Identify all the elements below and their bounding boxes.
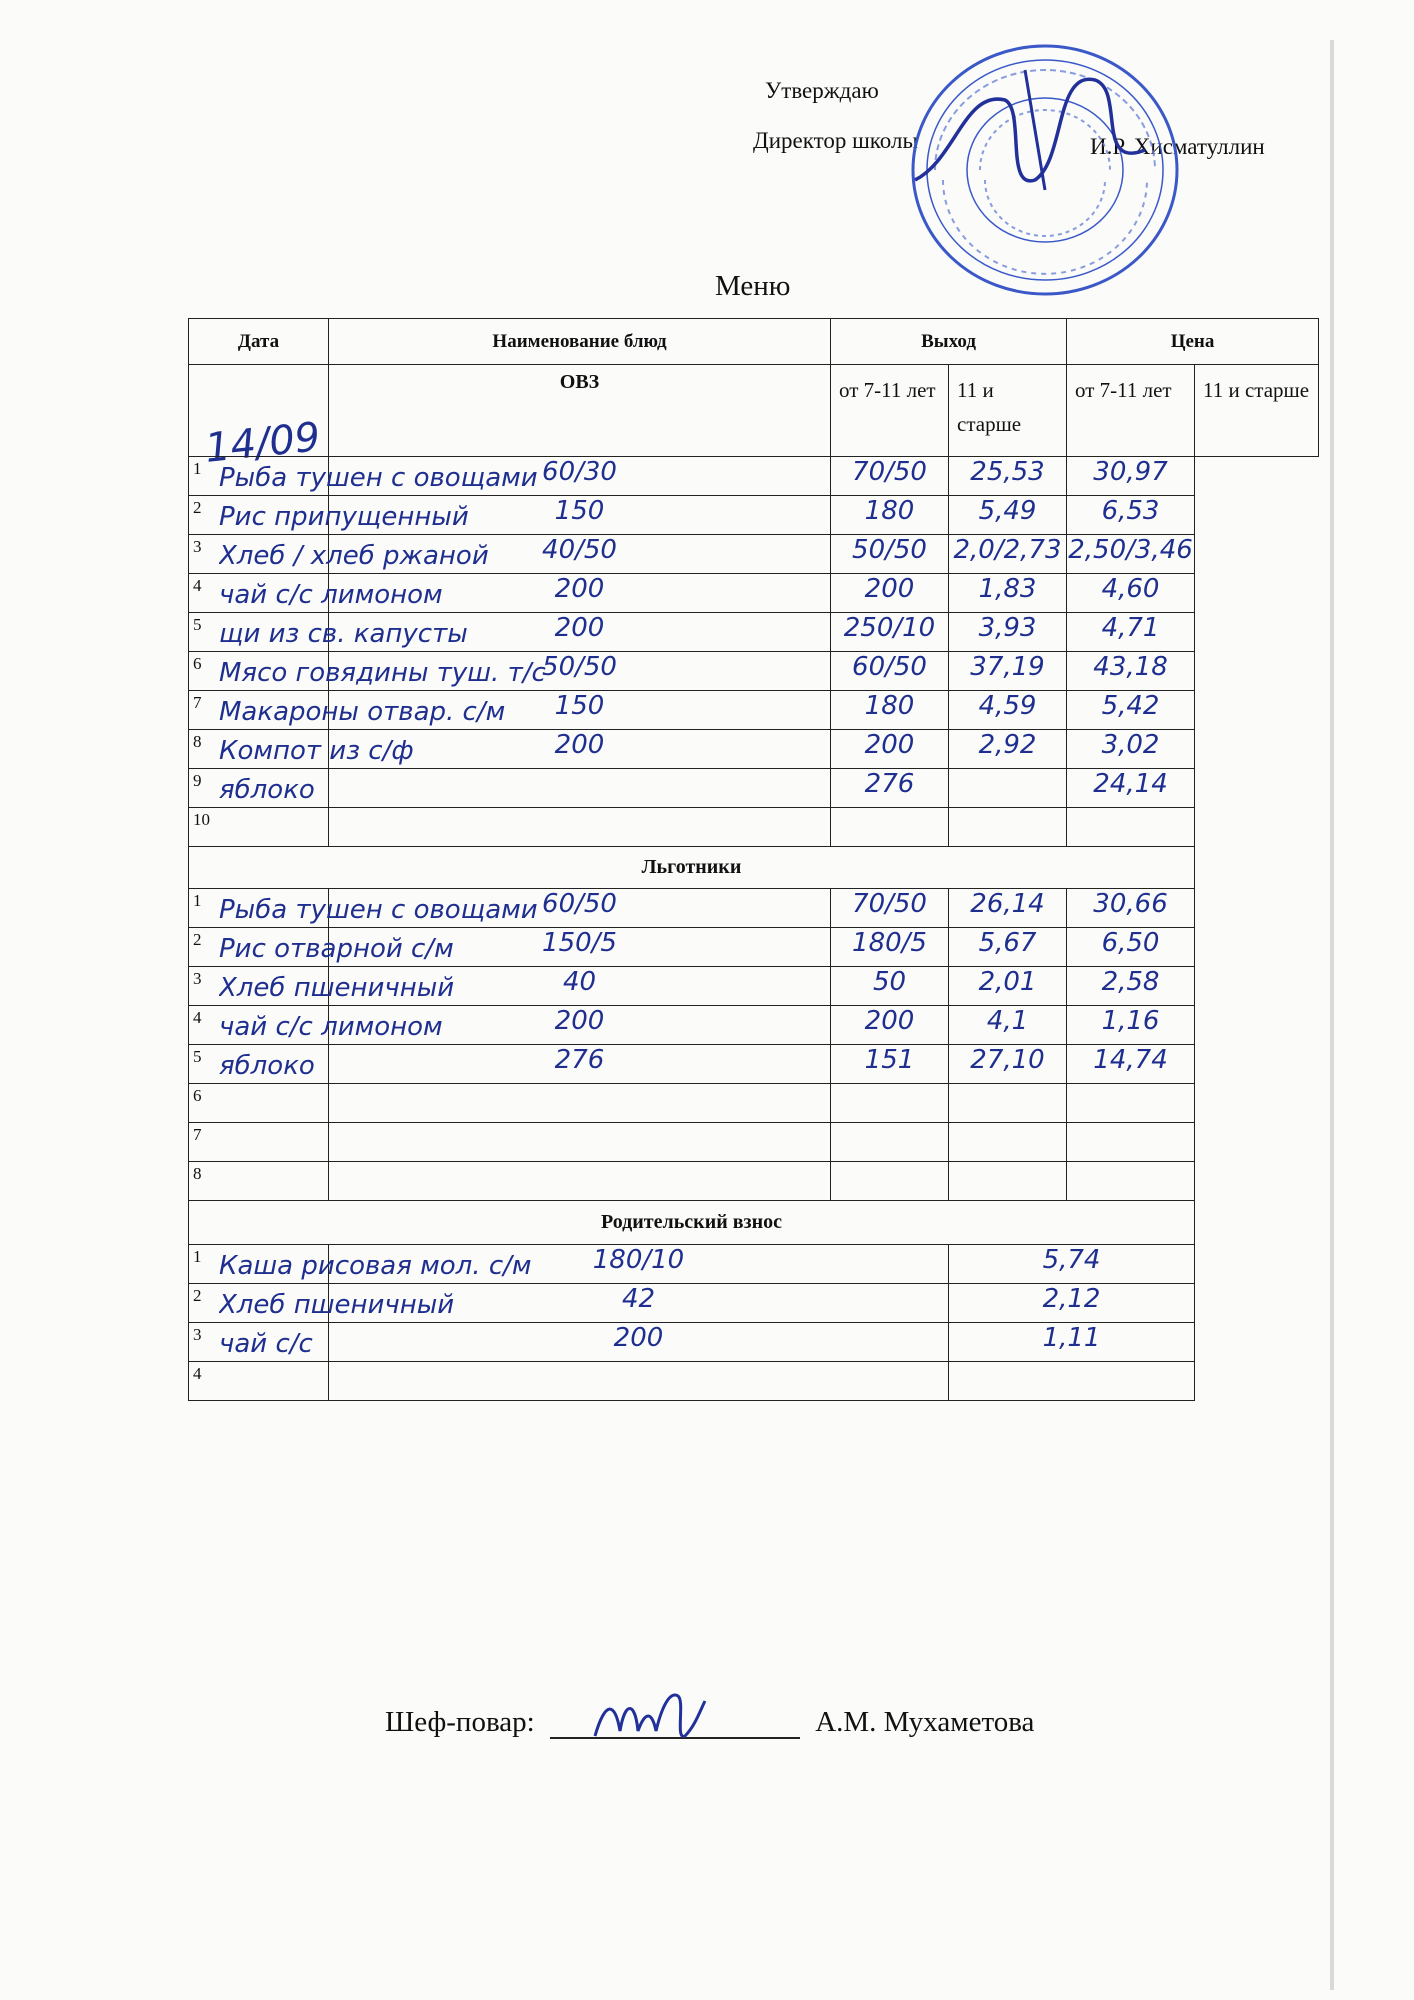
dish-name: яблоко: [219, 1051, 315, 1081]
price-age2: [1067, 1045, 1195, 1084]
price-value: [949, 1245, 1195, 1284]
table-row: [189, 1084, 1319, 1123]
section-title-lgotniki: Льготники: [189, 847, 1195, 889]
output-age2: [831, 652, 949, 691]
price-age1-value: 2,01: [978, 967, 1037, 997]
price-value-value: 2,12: [1042, 1284, 1101, 1314]
table-row: [189, 1006, 1319, 1045]
price-age1-value: 26,14: [970, 889, 1045, 919]
dish-cell: [189, 1284, 455, 1323]
dish-cell: [189, 457, 538, 496]
price-age2: [1067, 730, 1195, 769]
output-age2-value: 200: [864, 730, 915, 760]
table-row: [189, 1045, 1319, 1084]
price-age1: [949, 1006, 1067, 1045]
row-number: 2: [193, 930, 202, 949]
row-number: 7: [193, 1125, 202, 1144]
price-age1: [949, 730, 1067, 769]
table-row: [189, 457, 1319, 496]
price-age2: [1067, 457, 1195, 496]
price-age1-value: 37,19: [970, 652, 1045, 682]
output-age2: [831, 928, 949, 967]
output-age1-value: 40: [562, 967, 597, 997]
table-row: [189, 1123, 1319, 1162]
dish-cell: [189, 613, 468, 652]
price-age2: [1067, 535, 1195, 574]
price-age2-value: 43,18: [1093, 652, 1168, 682]
row-number: 5: [193, 1047, 202, 1066]
dish-cell: [189, 652, 546, 691]
table-row: [189, 1362, 1319, 1401]
page-title: Меню: [715, 270, 791, 302]
approval-line: Утверждаю: [765, 78, 879, 103]
row-number: 4: [193, 1008, 202, 1027]
table-row: [189, 967, 1319, 1006]
output-age1: [329, 808, 831, 847]
price-value: [949, 1284, 1195, 1323]
row-number: 7: [193, 693, 202, 712]
price-age2: [1067, 1162, 1195, 1201]
table-row: [189, 1323, 1319, 1362]
dish-cell: [189, 574, 443, 613]
output-age2-value: 50: [872, 967, 907, 997]
dish-cell: [189, 730, 414, 769]
output-age2-value: 60/50: [852, 652, 927, 682]
table-row: [189, 496, 1319, 535]
chef-name: А.М. Мухаметова: [815, 1706, 1035, 1738]
dish-cell: [189, 967, 455, 1006]
output-age2: [831, 613, 949, 652]
page-edge-shadow: [1330, 40, 1334, 1990]
price-age2-value: 5,42: [1101, 691, 1160, 721]
output-age2: [831, 1045, 949, 1084]
dish-name: Мясо говядины туш. т/с: [219, 658, 546, 688]
header-output: Выход: [831, 319, 1067, 365]
price-value-value: 5,74: [1042, 1245, 1101, 1275]
dish-name: Компот из с/ф: [219, 736, 414, 766]
dish-name: яблоко: [219, 775, 315, 805]
dish-cell: [189, 769, 329, 808]
price-age2-value: 14,74: [1093, 1045, 1168, 1075]
output-age2-value: 180: [864, 496, 915, 526]
output-age2: [831, 1006, 949, 1045]
price-age2: [1067, 691, 1195, 730]
output-age1-value: 200: [554, 1006, 605, 1036]
chef-signature-icon: [590, 1681, 710, 1751]
chef-label: Шеф-повар:: [385, 1706, 535, 1738]
price-age2: [1067, 967, 1195, 1006]
price-age2-value: 3,02: [1101, 730, 1160, 760]
price-age2-value: 6,53: [1101, 496, 1160, 526]
output-age2-value: 70/50: [852, 457, 927, 487]
chef-signature-line: [550, 1709, 800, 1739]
price-age1-value: 1,83: [978, 574, 1037, 604]
dish-cell: [189, 1362, 329, 1401]
price-age2-value: 30,97: [1093, 457, 1168, 487]
price-age2-value: 2,50/3,46: [1068, 535, 1193, 565]
price-age2-value: 1,16: [1101, 1006, 1160, 1036]
table-row: [189, 613, 1319, 652]
price-age2-value: 2,58: [1101, 967, 1160, 997]
output-age2-value: 250/10: [843, 613, 936, 643]
row-number: 6: [193, 1086, 202, 1105]
price-age2-value: 6,50: [1101, 928, 1160, 958]
dish-cell: [189, 535, 489, 574]
price-age1: [949, 1045, 1067, 1084]
output-age1-value: 60/30: [542, 457, 617, 487]
dish-cell: [189, 1006, 443, 1045]
output-age2-value: 276: [864, 769, 915, 799]
price-age1-value: 5,49: [978, 496, 1037, 526]
price-age1: [949, 889, 1067, 928]
output-age1: [329, 1084, 831, 1123]
price-age1: [949, 808, 1067, 847]
dish-cell: [189, 496, 469, 535]
bleed-through-mark: [200, 1620, 210, 1667]
dish-name: чай с/с лимоном: [219, 1012, 443, 1042]
price-age1-value: 4,1: [986, 1006, 1029, 1036]
price-age1: [949, 496, 1067, 535]
menu-table: [188, 318, 1319, 1401]
price-age2: [1067, 808, 1195, 847]
dish-name: чай с/с: [219, 1329, 313, 1359]
output-value: [329, 1323, 949, 1362]
output-age2-value: 180/5: [852, 928, 927, 958]
price-age2-value: 4,60: [1101, 574, 1160, 604]
chef-signature-block: [385, 1706, 1034, 1739]
price-age1-value: 27,10: [970, 1045, 1045, 1075]
output-value-value: 180/10: [592, 1245, 685, 1275]
output-age1-value: 40/50: [542, 535, 617, 565]
row-number: 1: [193, 459, 202, 478]
price-age1-value: 5,67: [978, 928, 1037, 958]
section-ovz-rows: [189, 457, 1319, 847]
price-age1: [949, 769, 1067, 808]
output-age1-value: 150: [554, 691, 605, 721]
row-number: 9: [193, 771, 202, 790]
output-age2-value: 50/50: [852, 535, 927, 565]
output-age1-value: 200: [554, 574, 605, 604]
header-price: Цена: [1067, 319, 1319, 365]
price-age2: [1067, 1006, 1195, 1045]
output-age2: [831, 889, 949, 928]
output-age1-value: 200: [554, 730, 605, 760]
price-age2: [1067, 496, 1195, 535]
table-row: [189, 769, 1319, 808]
dish-name: Каша рисовая мол. с/м: [219, 1251, 532, 1281]
price-age2: [1067, 652, 1195, 691]
output-age1: [329, 769, 831, 808]
row-number: 1: [193, 891, 202, 910]
dish-cell: [189, 1084, 329, 1123]
output-age2-value: 200: [864, 574, 915, 604]
price-age1-value: 25,53: [970, 457, 1045, 487]
table-row: [189, 652, 1319, 691]
dish-cell: [189, 928, 454, 967]
dish-cell: [189, 1123, 329, 1162]
dish-cell: [189, 1245, 532, 1284]
price-value: [949, 1323, 1195, 1362]
price-age2: [1067, 928, 1195, 967]
output-age1-value: 50/50: [542, 652, 617, 682]
price-age1: [949, 652, 1067, 691]
table-row: [189, 730, 1319, 769]
menu-date: 14/09: [202, 414, 323, 472]
price-age1: [949, 1162, 1067, 1201]
dish-name: Хлеб / хлеб ржаной: [219, 541, 489, 571]
output-age2-value: 151: [864, 1045, 915, 1075]
price-age2: [1067, 1084, 1195, 1123]
section-title-ovz: ОВЗ: [329, 365, 831, 457]
row-number: 3: [193, 1325, 202, 1344]
output-age1-value: 60/50: [542, 889, 617, 919]
table-row: [189, 928, 1319, 967]
subheader-age2: 11 и старше: [949, 365, 1067, 457]
price-age2-value: 24,14: [1093, 769, 1168, 799]
row-number: 4: [193, 1364, 202, 1383]
price-age2: [1067, 574, 1195, 613]
table-row: [189, 889, 1319, 928]
price-age1: [949, 928, 1067, 967]
output-age1: [329, 1045, 831, 1084]
row-number: 3: [193, 969, 202, 988]
table-row: [189, 691, 1319, 730]
output-value-value: 42: [621, 1284, 656, 1314]
table-row: [189, 808, 1319, 847]
dish-name: Макароны отвар. с/м: [219, 697, 506, 727]
output-value-value: 200: [613, 1323, 664, 1353]
price-age2: [1067, 769, 1195, 808]
price-age1: [949, 691, 1067, 730]
price-age1-value: 2,92: [978, 730, 1037, 760]
header-date: Дата: [189, 319, 329, 365]
output-age2-value: 70/50: [852, 889, 927, 919]
price-age1: [949, 613, 1067, 652]
output-age2: [831, 1084, 949, 1123]
table-row: [189, 1162, 1319, 1201]
output-age2: [831, 457, 949, 496]
output-age2: [831, 496, 949, 535]
output-age1-value: 200: [554, 613, 605, 643]
price-value-value: 1,11: [1042, 1323, 1101, 1353]
price-age2: [1067, 889, 1195, 928]
dish-cell: [189, 1323, 329, 1362]
output-age2: [831, 730, 949, 769]
dish-name: Рыба тушен с овощами: [219, 463, 538, 493]
table-row: [189, 1284, 1319, 1323]
output-age2-value: 180: [864, 691, 915, 721]
section-title-parent-fee: Родительский взнос: [189, 1201, 1195, 1245]
price-age1-value: 3,93: [978, 613, 1037, 643]
section-parent-fee-rows: [189, 1245, 1319, 1401]
row-number: 5: [193, 615, 202, 634]
price-age1: [949, 574, 1067, 613]
date-cell: [189, 365, 329, 457]
price-age1: [949, 457, 1067, 496]
subheader-age2-price: 11 и старше: [1195, 365, 1319, 457]
output-age2: [831, 1123, 949, 1162]
dish-cell: [189, 691, 506, 730]
price-age2-value: 4,71: [1101, 613, 1160, 643]
school-stamp-icon: [895, 30, 1195, 300]
dish-name: Рис отварной с/м: [219, 934, 454, 964]
director-name: И.Р. Хисматуллин: [1090, 134, 1265, 159]
price-age1: [949, 967, 1067, 1006]
price-value: [949, 1362, 1195, 1401]
price-age1-value: 4,59: [978, 691, 1037, 721]
dish-name: щи из св. капусты: [219, 619, 468, 649]
table-row: [189, 574, 1319, 613]
price-age2: [1067, 613, 1195, 652]
output-age2: [831, 691, 949, 730]
price-age1-value: 2,0/2,73: [953, 535, 1062, 565]
row-number: 1: [193, 1247, 202, 1266]
output-value: [329, 1362, 949, 1401]
dish-name: Рыба тушен с овощами: [219, 895, 538, 925]
row-number: 2: [193, 498, 202, 517]
output-age2: [831, 769, 949, 808]
output-age2-value: 200: [864, 1006, 915, 1036]
output-age1: [329, 1162, 831, 1201]
dish-name: Рис припущенный: [219, 502, 469, 532]
section-lgotniki-rows: [189, 889, 1319, 1201]
row-number: 8: [193, 732, 202, 751]
subheader-age1-price: от 7-11 лет: [1067, 365, 1195, 457]
output-age2: [831, 535, 949, 574]
row-number: 6: [193, 654, 202, 673]
dish-name: Хлеб пшеничный: [219, 1290, 455, 1320]
table-row: [189, 1245, 1319, 1284]
subheader-age1: от 7-11 лет: [831, 365, 949, 457]
output-age2: [831, 808, 949, 847]
price-age1: [949, 1123, 1067, 1162]
price-age1: [949, 1084, 1067, 1123]
row-number: 10: [193, 810, 210, 829]
output-age2: [831, 967, 949, 1006]
price-age2: [1067, 1123, 1195, 1162]
output-age2: [831, 574, 949, 613]
table-row: [189, 535, 1319, 574]
dish-cell: [189, 1045, 329, 1084]
dish-name: чай с/с лимоном: [219, 580, 443, 610]
output-age1-value: 150: [554, 496, 605, 526]
price-age1: [949, 535, 1067, 574]
row-number: 3: [193, 537, 202, 556]
director-label: Директор школы: [753, 128, 918, 153]
header-dish: Наименование блюд: [329, 319, 831, 365]
row-number: 4: [193, 576, 202, 595]
output-age1-value: 276: [554, 1045, 605, 1075]
dish-cell: [189, 889, 538, 928]
output-age2: [831, 1162, 949, 1201]
dish-cell: [189, 808, 329, 847]
row-number: 8: [193, 1164, 202, 1183]
dish-cell: [189, 1162, 329, 1201]
row-number: 2: [193, 1286, 202, 1305]
output-age1: [329, 1123, 831, 1162]
price-age2-value: 30,66: [1093, 889, 1168, 919]
dish-name: Хлеб пшеничный: [219, 973, 455, 1003]
output-age1-value: 150/5: [542, 928, 617, 958]
